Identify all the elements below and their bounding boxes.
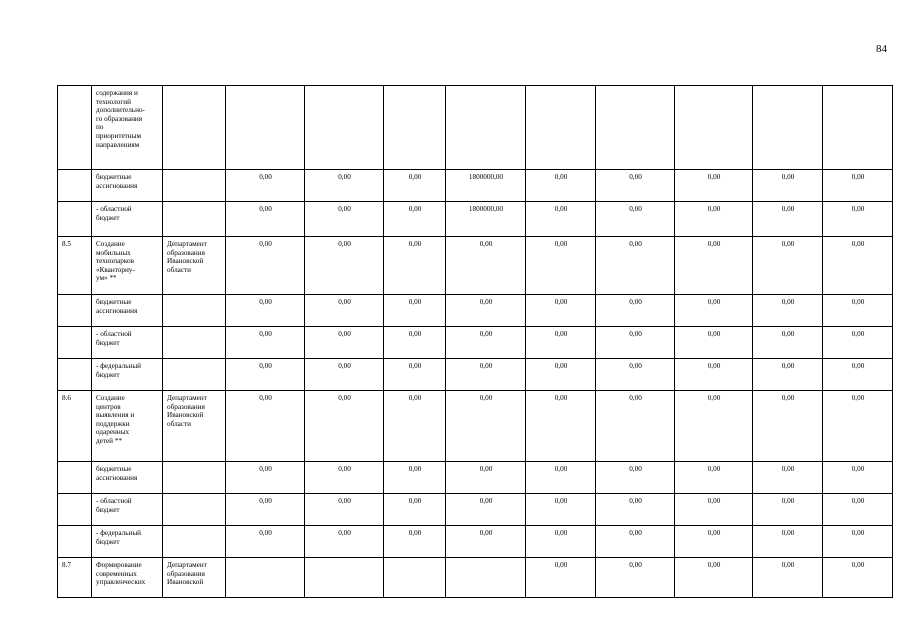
value-cell: 0,00 — [753, 237, 823, 295]
value-cell: 0,00 — [446, 462, 526, 494]
value-cell: 0,00 — [675, 391, 753, 462]
value-cell — [823, 86, 893, 170]
value-cell: 0,00 — [753, 170, 823, 202]
value-cell: 0,00 — [753, 327, 823, 359]
table-row — [58, 237, 893, 295]
value-cell — [596, 86, 675, 170]
value-cell: 0,00 — [823, 526, 893, 558]
value-cell: 0,00 — [226, 462, 305, 494]
value-cell — [526, 86, 596, 170]
value-cell: 0,00 — [446, 237, 526, 295]
row-index-cell — [58, 494, 92, 526]
row-label-cell: бюджетные ассигнования — [92, 170, 163, 202]
value-cell: 0,00 — [675, 237, 753, 295]
value-cell — [305, 86, 384, 170]
row-label-cell: содержания и технологий дополнительно- го образования по приоритетным направлениям — [92, 86, 163, 170]
value-cell: 0,00 — [384, 327, 446, 359]
value-cell: 0,00 — [675, 526, 753, 558]
row-owner-cell — [163, 462, 226, 494]
value-cell — [675, 86, 753, 170]
row-owner-cell — [163, 526, 226, 558]
value-cell: 0,00 — [753, 359, 823, 391]
value-cell: 0,00 — [384, 526, 446, 558]
row-owner-cell — [163, 359, 226, 391]
value-cell: 0,00 — [305, 202, 384, 237]
row-owner-cell: Департамент образования Ивановской — [163, 558, 226, 598]
row-label-cell: - областной бюджет — [92, 202, 163, 237]
value-cell: 0,00 — [823, 237, 893, 295]
value-cell: 0,00 — [596, 202, 675, 237]
value-cell: 0,00 — [596, 295, 675, 327]
value-cell: 0,00 — [384, 391, 446, 462]
row-owner-cell — [163, 295, 226, 327]
value-cell: 0,00 — [226, 327, 305, 359]
value-cell: 0,00 — [823, 170, 893, 202]
value-cell: 0,00 — [305, 170, 384, 202]
value-cell: 0,00 — [446, 295, 526, 327]
row-label-cell: - областной бюджет — [92, 494, 163, 526]
value-cell — [305, 558, 384, 598]
value-cell: 0,00 — [823, 558, 893, 598]
row-owner-cell — [163, 170, 226, 202]
table-row — [58, 526, 893, 558]
row-owner-cell — [163, 86, 226, 170]
value-cell: 1800000,00 — [446, 202, 526, 237]
table-row — [58, 558, 893, 598]
row-index-cell: 8.7 — [58, 558, 92, 598]
row-owner-cell — [163, 327, 226, 359]
value-cell: 0,00 — [823, 202, 893, 237]
row-index-cell — [58, 86, 92, 170]
row-index-cell — [58, 202, 92, 237]
value-cell: 0,00 — [526, 237, 596, 295]
value-cell: 0,00 — [226, 359, 305, 391]
budget-table — [57, 85, 893, 598]
value-cell: 0,00 — [446, 359, 526, 391]
value-cell: 0,00 — [446, 327, 526, 359]
value-cell: 0,00 — [305, 359, 384, 391]
value-cell: 0,00 — [305, 237, 384, 295]
value-cell: 0,00 — [823, 359, 893, 391]
table-row — [58, 462, 893, 494]
value-cell: 0,00 — [526, 391, 596, 462]
table-row — [58, 359, 893, 391]
value-cell: 0,00 — [753, 526, 823, 558]
value-cell: 0,00 — [596, 526, 675, 558]
value-cell: 0,00 — [305, 526, 384, 558]
value-cell: 0,00 — [305, 391, 384, 462]
value-cell: 0,00 — [596, 494, 675, 526]
value-cell: 0,00 — [226, 295, 305, 327]
value-cell: 0,00 — [305, 462, 384, 494]
row-index-cell — [58, 327, 92, 359]
value-cell: 0,00 — [823, 391, 893, 462]
value-cell: 0,00 — [823, 494, 893, 526]
value-cell: 0,00 — [384, 202, 446, 237]
table-row — [58, 391, 893, 462]
value-cell — [384, 86, 446, 170]
value-cell — [753, 86, 823, 170]
value-cell: 0,00 — [384, 170, 446, 202]
value-cell — [446, 86, 526, 170]
table-row — [58, 170, 893, 202]
row-owner-cell — [163, 494, 226, 526]
row-label-cell: Формирование современных управленческих — [92, 558, 163, 598]
value-cell: 0,00 — [753, 494, 823, 526]
value-cell: 0,00 — [446, 494, 526, 526]
value-cell: 0,00 — [675, 558, 753, 598]
value-cell: 0,00 — [226, 526, 305, 558]
value-cell: 0,00 — [823, 295, 893, 327]
table-row — [58, 295, 893, 327]
value-cell: 0,00 — [675, 170, 753, 202]
value-cell — [226, 558, 305, 598]
value-cell: 0,00 — [384, 462, 446, 494]
row-index-cell — [58, 462, 92, 494]
value-cell: 0,00 — [675, 295, 753, 327]
row-index-cell — [58, 526, 92, 558]
row-index-cell — [58, 295, 92, 327]
table-row — [58, 202, 893, 237]
value-cell: 0,00 — [823, 462, 893, 494]
value-cell: 0,00 — [226, 391, 305, 462]
value-cell: 0,00 — [596, 462, 675, 494]
value-cell: 0,00 — [526, 295, 596, 327]
value-cell — [226, 86, 305, 170]
value-cell: 0,00 — [526, 170, 596, 202]
value-cell: 0,00 — [526, 202, 596, 237]
value-cell: 0,00 — [753, 558, 823, 598]
row-index-cell — [58, 359, 92, 391]
value-cell: 0,00 — [384, 494, 446, 526]
value-cell: 0,00 — [675, 202, 753, 237]
value-cell: 0,00 — [675, 327, 753, 359]
value-cell: 0,00 — [526, 526, 596, 558]
row-label-cell: Создание мобильных технопарков «Кванториу- ум» ** — [92, 237, 163, 295]
value-cell: 0,00 — [526, 327, 596, 359]
value-cell: 0,00 — [226, 170, 305, 202]
value-cell: 0,00 — [305, 327, 384, 359]
value-cell: 0,00 — [526, 558, 596, 598]
value-cell: 0,00 — [226, 202, 305, 237]
value-cell: 0,00 — [305, 295, 384, 327]
value-cell: 0,00 — [753, 462, 823, 494]
row-label-cell: - федеральный бюджет — [92, 359, 163, 391]
table-row — [58, 327, 893, 359]
value-cell: 0,00 — [384, 359, 446, 391]
value-cell: 0,00 — [675, 494, 753, 526]
value-cell: 0,00 — [753, 202, 823, 237]
value-cell — [384, 558, 446, 598]
value-cell: 0,00 — [596, 327, 675, 359]
table-row — [58, 494, 893, 526]
value-cell: 0,00 — [226, 494, 305, 526]
value-cell: 0,00 — [753, 295, 823, 327]
row-index-cell — [58, 170, 92, 202]
value-cell: 0,00 — [226, 237, 305, 295]
value-cell: 0,00 — [446, 391, 526, 462]
row-label-cell: - областной бюджет — [92, 327, 163, 359]
value-cell: 0,00 — [675, 359, 753, 391]
row-label-cell: Создание центров выявления и поддержки одаренных детей ** — [92, 391, 163, 462]
value-cell: 0,00 — [446, 526, 526, 558]
value-cell: 0,00 — [823, 327, 893, 359]
value-cell — [446, 558, 526, 598]
value-cell: 0,00 — [753, 391, 823, 462]
value-cell: 0,00 — [384, 295, 446, 327]
value-cell: 0,00 — [305, 494, 384, 526]
value-cell: 0,00 — [596, 558, 675, 598]
row-owner-cell — [163, 202, 226, 237]
value-cell: 0,00 — [675, 462, 753, 494]
row-owner-cell: Департамент образования Ивановской области — [163, 237, 226, 295]
value-cell: 0,00 — [596, 391, 675, 462]
row-index-cell: 8.6 — [58, 391, 92, 462]
row-owner-cell: Департамент образования Ивановской области — [163, 391, 226, 462]
page-number: 84 — [876, 43, 887, 55]
row-label-cell: бюджетные ассигнования — [92, 462, 163, 494]
row-label-cell: - федеральный бюджет — [92, 526, 163, 558]
value-cell: 0,00 — [526, 359, 596, 391]
value-cell: 0,00 — [596, 170, 675, 202]
value-cell: 0,00 — [596, 359, 675, 391]
value-cell: 0,00 — [526, 494, 596, 526]
row-label-cell: бюджетные ассигнования — [92, 295, 163, 327]
value-cell: 0,00 — [384, 237, 446, 295]
table-row — [58, 86, 893, 170]
row-index-cell: 8.5 — [58, 237, 92, 295]
value-cell: 0,00 — [526, 462, 596, 494]
value-cell: 1800000,00 — [446, 170, 526, 202]
value-cell: 0,00 — [596, 237, 675, 295]
